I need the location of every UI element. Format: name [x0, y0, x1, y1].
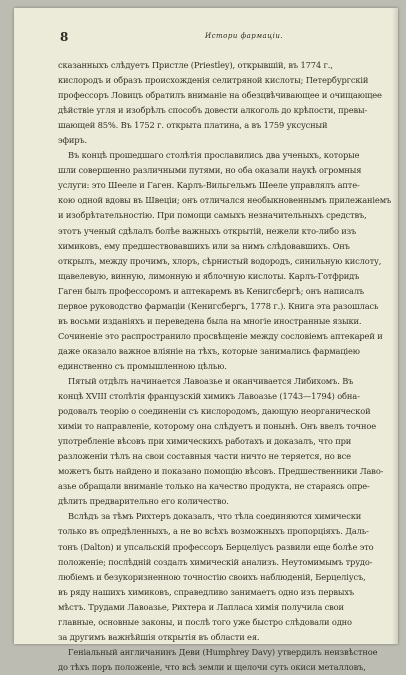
text-line: главные, основные законы, и послѣ того уже быстро слѣдовали одно	[58, 616, 352, 627]
body-text	[58, 58, 394, 675]
text-line: открылъ, между прочимъ, хлоръ, сѣрнистый водородъ, синильную кислоту,	[58, 255, 382, 266]
text-line: кою одной вдовы въ Швеціи; онъ отличался необыкновеннымъ прилежаніемъ	[58, 195, 392, 206]
text-line: родовалъ теорію о соединеніи съ кислородомъ, дающую неорганической	[58, 406, 371, 417]
text-line: этотъ ученый сдѣлалъ болѣе важныхъ открытій, нежели кто-либо изъ	[58, 225, 357, 236]
text-line: шающей 85%. Въ 1752 г. открыта платина, а въ 1759 уксусный	[58, 120, 328, 131]
text-line: употребленіе вѣсовъ при химическихъ работахъ и доказалъ, что при	[58, 436, 352, 447]
text-line: азье обращали вниманіе только на качество продукта, не стараясь опре-	[58, 481, 370, 492]
text-line: дѣйствіе угля и изобрѣлъ способъ довести алкоголь до крѣпости, превы-	[58, 105, 368, 116]
text-line: въ ряду нашихъ химиковъ, справедливо занимаетъ одно изъ первыхъ	[58, 586, 355, 597]
text-line: щавелевую, винную, лимонную и яблочную кислоты. Карлъ-Готфридъ	[58, 270, 360, 281]
text-line: Въ концѣ прошедшаго столѣтія прославились два ученыхъ, которые	[68, 150, 360, 161]
text-line: услуги: это Шееле и Гаген. Карлъ-Вильгельмъ Шееле управлялъ апте-	[58, 180, 360, 191]
running-title: Истори фармаціи.	[205, 32, 284, 40]
text-line: даже оказало важное вліяніе на тѣхъ, которые занимались фармаціею	[58, 345, 360, 356]
page-number: 8	[60, 30, 69, 44]
text-line: мѣстъ. Трудами Лавоазье, Рихтера и Лапласа химія получила свои	[58, 601, 344, 612]
text-line: любіемъ и безукоризненною точностію своихъ наблюденій, Берцеліусъ,	[58, 571, 366, 582]
text-line: Гаген былъ профессоромъ и аптекаремъ въ Кенигсбергѣ; онъ написалъ	[58, 285, 365, 296]
text-line: Геніальный англичанинъ Деви (Humphrey Davy) утвердилъ неизвѣстное	[68, 646, 378, 657]
text-line: кислородъ и образъ происхожденія селитряной кислоты; Петербургскій	[58, 75, 369, 86]
text-line: химіи то направленіе, которому она слѣдуетъ и понынѣ. Онъ ввелъ точное	[58, 421, 376, 432]
text-line: единственно съ промышленною цѣлью.	[58, 360, 227, 371]
text-line: эфиръ.	[58, 135, 87, 146]
text-line: Сочиненіе это распространило просвѣщеніе между сословіемъ аптекарей и	[58, 330, 383, 341]
book-page	[14, 8, 398, 672]
text-line: концѣ XVIII столѣтія французскій химикъ Лавоазье (1743—1794) обна-	[58, 391, 360, 402]
text-line: Вслѣдъ за тѣмъ Рихтеръ доказалъ, что тѣла соединяются химически	[68, 511, 362, 522]
text-line: первое руководство фармаціи (Кенигсбергъ, 1778 г.). Книга эта разошлась	[58, 300, 379, 311]
page-header	[60, 32, 388, 44]
text-line: можетъ быть найдено и показано помощію вѣсовъ. Предшественники Лаво-	[58, 466, 384, 477]
text-line: за другимъ важнѣйшія открытія въ области ея.	[58, 631, 260, 642]
text-line: Пятый отдѣлъ начинается Лавоазье и оканчивается Либихомъ. Въ	[68, 375, 354, 386]
text-line: разложеніи тѣлъ на свои составныя части ничто не теряется, но все	[58, 451, 351, 462]
text-line: профессоръ Ловицъ обратилъ вниманіе на обезцвѣчивающее и очищающее	[58, 90, 382, 101]
text-line: до тѣхъ поръ положеніе, что всѣ земли и щелочи суть окиси металловъ,	[58, 661, 366, 672]
page-edge-shadow	[392, 8, 398, 644]
text-line: положеніе; послѣдній создалъ химическій анализъ. Неутомимымъ трудо-	[58, 556, 373, 567]
text-line: сказанныхъ слѣдуетъ Пристле (Priestley), открывшій, въ 1774 г.,	[58, 60, 333, 70]
text-line: химиковъ, ему предшествовавшихъ или за нимъ слѣдовавшихъ. Онъ	[58, 240, 350, 251]
text-line: дѣлить предварительно его количество.	[58, 496, 229, 507]
text-line: шли совершенно различными путями, но оба оказали наукѣ огромныя	[58, 165, 362, 176]
text-line: только въ опредѣленныхъ, а не во всѣхъ возможныхъ пропорціяхъ. Даль-	[58, 526, 369, 537]
text-line: и изобрѣтательностію. При помощи самыхъ незначительныхъ средствъ,	[58, 210, 367, 221]
text-line: въ восьми изданіяхъ и переведена была на многіе иностранные языки.	[58, 315, 362, 326]
text-line: тонъ (Dalton) и упсальскій профессоръ Берцеліусъ развили еще болѣе это	[58, 541, 374, 552]
